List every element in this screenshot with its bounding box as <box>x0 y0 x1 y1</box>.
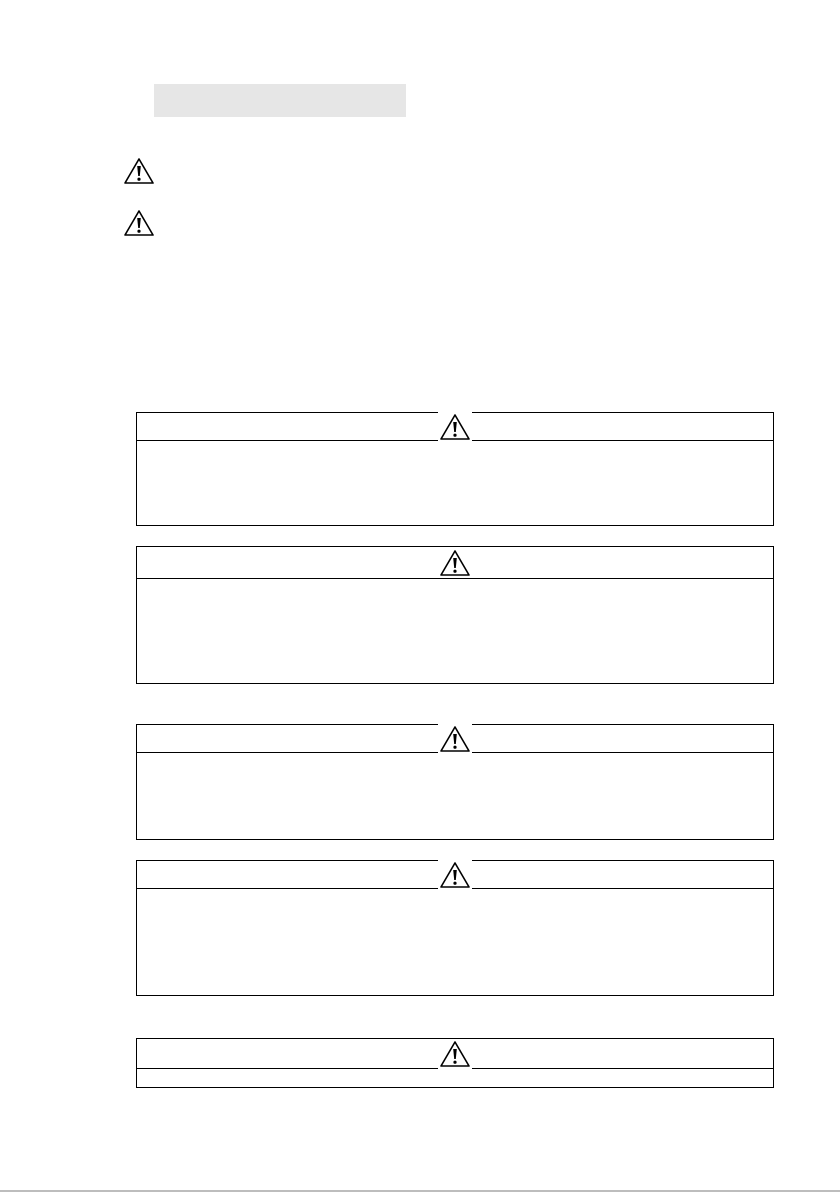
warning-box-header <box>137 1039 773 1069</box>
warning-box <box>136 546 774 684</box>
warning-box <box>136 412 774 526</box>
warning-box-header <box>137 861 773 889</box>
warning-box-header <box>137 725 773 753</box>
warning-box <box>136 1038 774 1088</box>
warning-triangle-icon <box>122 208 156 238</box>
warning-triangle-icon <box>438 412 472 442</box>
warning-triangle-icon <box>438 1039 472 1069</box>
section-title-bar <box>154 84 406 117</box>
warning-box <box>136 724 774 840</box>
warning-box <box>136 860 774 996</box>
warning-box-header <box>137 413 773 441</box>
warning-box-header <box>137 547 773 579</box>
warning-triangle-icon <box>438 860 472 890</box>
warning-triangle-icon <box>438 548 472 578</box>
warning-triangle-icon <box>122 156 156 186</box>
warning-triangle-icon <box>438 724 472 754</box>
